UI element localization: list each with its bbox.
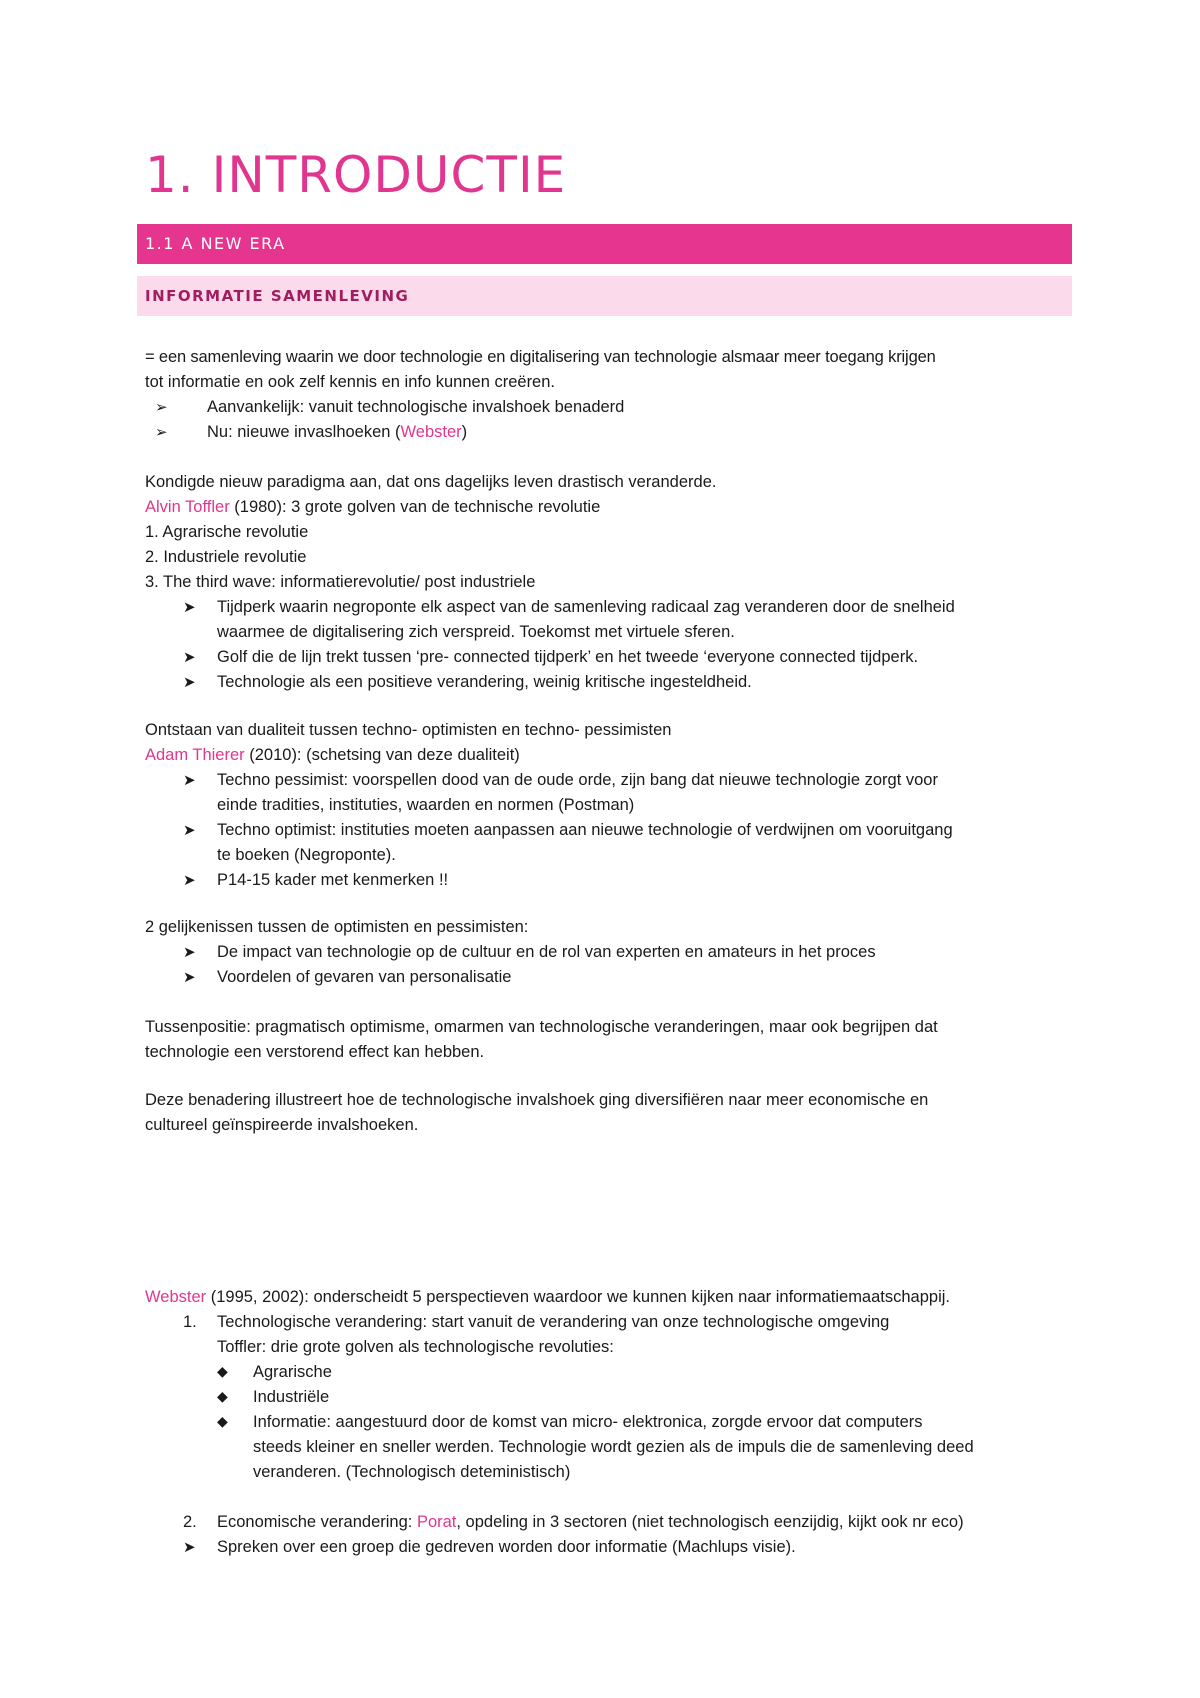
author-thierer: Adam Thierer — [145, 746, 245, 764]
paradigm-section — [145, 470, 1065, 695]
heading-3: INFORMATIE SAMENLEVING — [145, 287, 410, 305]
list-item: 3. The third wave: informatierevolutie/ post industriele — [145, 573, 536, 591]
arrow-icon: ➤ — [183, 943, 196, 961]
heading-2: 1.1 A NEW ERA — [145, 234, 286, 253]
numbered-item-sub: Toffler: drie grote golven als technologische revoluties: — [217, 1338, 614, 1356]
list-item: ➢ Aanvankelijk: vanuit technologische invalshoek benaderd — [145, 395, 1065, 420]
diamond-icon: ◆ — [217, 1389, 228, 1405]
similarities-section — [145, 915, 1065, 990]
definition-line-2: tot informatie en ook zelf kennis en info kunnen creëren. — [145, 373, 555, 391]
arrow-icon: ➤ — [183, 648, 196, 666]
author-porat: Porat — [416, 1513, 457, 1531]
list-item: ➢ Nu: nieuwe invaslhoeken (Webster) — [145, 420, 1065, 445]
arrow-outline-icon: ➢ — [155, 423, 168, 441]
middle-line-2: technologie een verstorend effect kan hebben. — [145, 1043, 485, 1061]
list-item: ➤ P14-15 kader met kenmerken !! — [145, 868, 1065, 893]
author-webster: Webster — [145, 1288, 207, 1306]
list-item: ➤ De impact van technologie op de cultuur en de rol van experten en amateurs in het proces — [145, 940, 1065, 965]
list-item-continuation: steeds kleiner en sneller werden. Technologie wordt gezien als de impuls die de samenleving deed — [253, 1438, 974, 1456]
numbered-item: 1. Technologische verandering: start vanuit de verandering van onze technologische omgeving — [183, 1313, 890, 1331]
similarities-intro: 2 gelijkenissen tussen de optimisten en pessimisten: — [145, 918, 529, 936]
list-item: ➤ Golf die de lijn trekt tussen ‘pre- connected tijdperk’ en het tweede ‘everyone connected tijdperk. — [145, 645, 1065, 670]
list-item-continuation: te boeken (Negroponte). — [217, 846, 396, 864]
paradigm-intro: Kondigde nieuw paradigma aan, dat ons dagelijks leven drastisch veranderde. — [145, 473, 717, 491]
arrow-icon: ➤ — [183, 1538, 196, 1556]
list-item: ◆ Industriële — [145, 1385, 1065, 1410]
list-item: ◆ Agrarische — [145, 1360, 1065, 1385]
heading-2-bar — [137, 224, 1072, 264]
arrow-icon: ➤ — [183, 968, 196, 986]
paradigm-author-line: Alvin Toffler (1980): 3 grote golven van de technische revolutie — [145, 498, 601, 516]
arrow-icon: ➤ — [183, 871, 196, 889]
middle-position-section — [145, 1015, 1065, 1065]
list-item-continuation: veranderen. (Technologisch deteministisch) — [253, 1463, 571, 1481]
duality-author-line: Adam Thierer (2010): (schetsing van deze dualiteit) — [145, 746, 520, 764]
arrow-icon: ➤ — [183, 673, 196, 691]
author-toffler: Alvin Toffler — [145, 498, 230, 516]
list-item: ➤ Spreken over een groep die gedreven worden door informatie (Machlups visie). — [145, 1535, 1065, 1560]
heading-3-bar — [137, 276, 1072, 316]
list-item: 1. Agrarische revolutie — [145, 523, 309, 541]
heading-1: 1. INTRODUCTIE — [145, 146, 567, 204]
arrow-icon: ➤ — [183, 821, 196, 839]
list-item: ➤ Voordelen of gevaren van personalisatie — [145, 965, 1065, 990]
duality-intro: Ontstaan van dualiteit tussen techno- optimisten en techno- pessimisten — [145, 721, 672, 739]
diamond-icon: ◆ — [217, 1414, 228, 1430]
arrow-icon: ➤ — [183, 598, 196, 616]
definition-section — [145, 345, 1065, 445]
author-webster: Webster — [400, 423, 462, 441]
definition-line-1: = een samenleving waarin we door technologie en digitalisering van technologie alsmaar meer toegang krijgen — [145, 348, 936, 366]
list-item: ◆ Informatie: aangestuurd door de komst van micro- elektronica, zorgde ervoor dat computers — [145, 1410, 1065, 1435]
list-item: ➤ Tijdperk waarin negroponte elk aspect van de samenleving radicaal zag veranderen door de snelheid — [145, 595, 1065, 620]
numbered-item: 2. Economische verandering: Porat, opdeling in 3 sectoren (niet technologisch eenzijdig, kijkt ook nr eco) — [183, 1513, 964, 1531]
list-item-continuation: einde tradities, instituties, waarden en normen (Postman) — [217, 796, 635, 814]
duality-section — [145, 718, 1065, 893]
list-item: 2. Industriele revolutie — [145, 548, 307, 566]
list-item: ➤ Techno optimist: instituties moeten aanpassen aan nieuwe technologie of verdwijnen om vooruitgang — [145, 818, 1065, 843]
webster-section — [145, 1285, 1065, 1560]
arrow-icon: ➤ — [183, 771, 196, 789]
list-item: ➤ Technologie als een positieve verandering, weinig kritische ingesteldheid. — [145, 670, 1065, 695]
approach-line-2: cultureel geïnspireerde invalshoeken. — [145, 1116, 419, 1134]
diamond-icon: ◆ — [217, 1364, 228, 1380]
list-item: ➤ Techno pessimist: voorspellen dood van de oude orde, zijn bang dat nieuwe technologie zorgt voor — [145, 768, 1065, 793]
approach-section — [145, 1088, 1065, 1138]
middle-line-1: Tussenpositie: pragmatisch optimisme, omarmen van technologische veranderingen, maar ook begrijpen dat — [145, 1018, 938, 1036]
arrow-outline-icon: ➢ — [155, 398, 168, 416]
list-item-continuation: waarmee de digitalisering zich verspreid. Toekomst met virtuele sferen. — [217, 623, 735, 641]
webster-intro: Webster (1995, 2002): onderscheidt 5 perspectieven waardoor we kunnen kijken naar informatiemaatschappij. — [145, 1288, 950, 1306]
approach-line-1: Deze benadering illustreert hoe de technologische invalshoek ging diversifiëren naar meer economische en — [145, 1091, 929, 1109]
